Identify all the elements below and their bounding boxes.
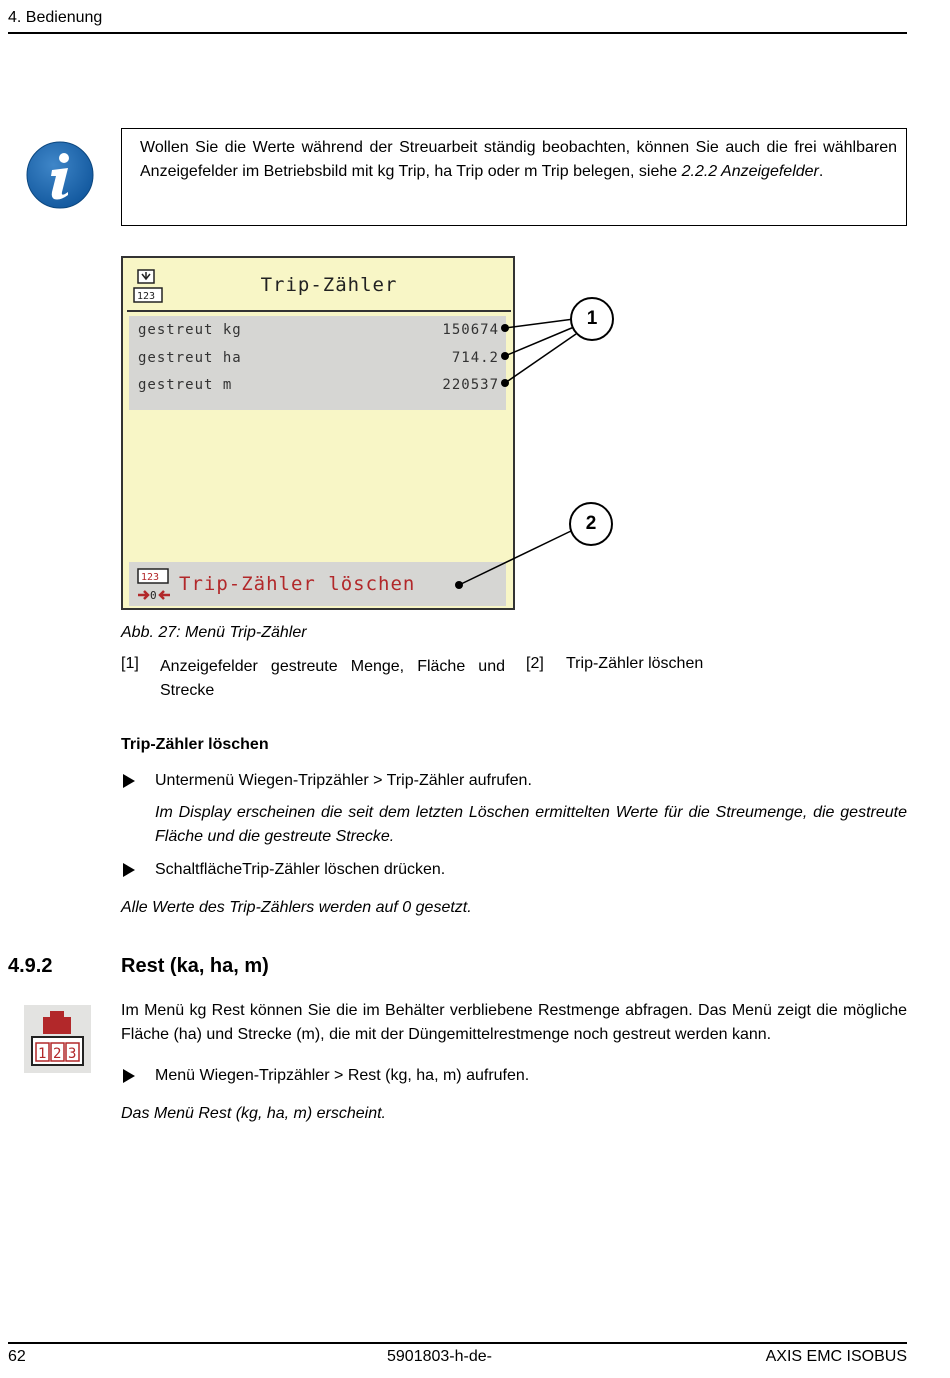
page-number: 62 bbox=[8, 1348, 26, 1365]
info-suffix: . bbox=[818, 163, 824, 180]
row-label-kg: gestreut kg bbox=[138, 322, 242, 338]
info-text-body: Wollen Sie die Werte während der Streuarbeit ständig beobachten, können Sie auch die frei wählbaren Anzeigefelder im Betriebsbild mit kg Trip, ha Trip oder m Trip belegen, siehe bbox=[140, 139, 897, 180]
section-title: Rest (ka, ha, m) bbox=[121, 955, 269, 977]
row-label-ha: gestreut ha bbox=[138, 350, 242, 366]
section-number: 4.9.2 bbox=[8, 955, 53, 977]
step-arrow-icon bbox=[123, 1069, 135, 1083]
reset-heading: Trip-Zähler löschen bbox=[121, 736, 269, 753]
legend-text-1: Anzeigefelder gestreute Menge, Fläche und Strecke bbox=[160, 658, 505, 699]
figure-caption: Abb. 27: Menü Trip-Zähler bbox=[121, 624, 307, 641]
screen-title: Trip-Zähler bbox=[260, 274, 398, 296]
footer-rule bbox=[8, 1342, 907, 1344]
row-value-kg: 150674 bbox=[442, 322, 499, 338]
svg-text:2: 2 bbox=[53, 1046, 62, 1062]
rest-intro-text: Im Menü kg Rest können Sie die im Behälter verbliebene Restmenge abfragen. Das Menü zeigt die mögliche Fläche (ha) und Strecke (m), die mit der Düngemittelrestmenge noch gestreut werden kann. bbox=[121, 1002, 907, 1043]
reset-step-2: SchaltflächeTrip-Zähler löschen drücken. bbox=[155, 861, 446, 878]
step-arrow-icon bbox=[123, 774, 135, 788]
rest-result: Das Menü Rest (kg, ha, m) erscheint. bbox=[121, 1105, 386, 1122]
document-id: 5901803-h-de- bbox=[387, 1348, 492, 1365]
callout-2: 2 bbox=[569, 502, 613, 546]
legend-text-2: Trip-Zähler löschen bbox=[566, 655, 704, 672]
step-arrow-icon bbox=[123, 863, 135, 877]
info-ref: 2.2.2 Anzeigefelder bbox=[681, 163, 819, 180]
svg-text:0: 0 bbox=[150, 589, 157, 602]
rest-step: Menü Wiegen-Tripzähler > Rest (kg, ha, m) aufrufen. bbox=[155, 1067, 530, 1084]
product-name: AXIS EMC ISOBUS bbox=[765, 1348, 907, 1365]
svg-text:1: 1 bbox=[38, 1046, 47, 1062]
weight-counter-icon bbox=[24, 1005, 91, 1073]
row-value-m: 220537 bbox=[442, 377, 499, 393]
svg-text:3: 3 bbox=[68, 1046, 77, 1062]
legend-num-1: [1] bbox=[121, 655, 139, 672]
svg-text:123: 123 bbox=[141, 572, 160, 583]
running-header: 4. Bedienung bbox=[8, 9, 103, 26]
callout-1: 1 bbox=[570, 297, 614, 341]
reset-result: Alle Werte des Trip-Zählers werden auf 0 gesetzt. bbox=[121, 899, 472, 916]
reset-step-1-result: Im Display erscheinen die seit dem letzten Löschen ermittelten Werte für die Streumenge, die gestreute Fläche und die gestreute Strecke. bbox=[155, 804, 907, 845]
reset-step-1: Untermenü Wiegen-Tripzähler > Trip-Zähler aufrufen. bbox=[155, 772, 532, 789]
legend-num-2: [2] bbox=[526, 655, 544, 672]
svg-text:123: 123 bbox=[137, 291, 156, 302]
reset-button-label: Trip-Zähler löschen bbox=[179, 573, 416, 595]
row-label-m: gestreut m bbox=[138, 377, 233, 393]
row-value-ha: 714.2 bbox=[451, 350, 499, 366]
